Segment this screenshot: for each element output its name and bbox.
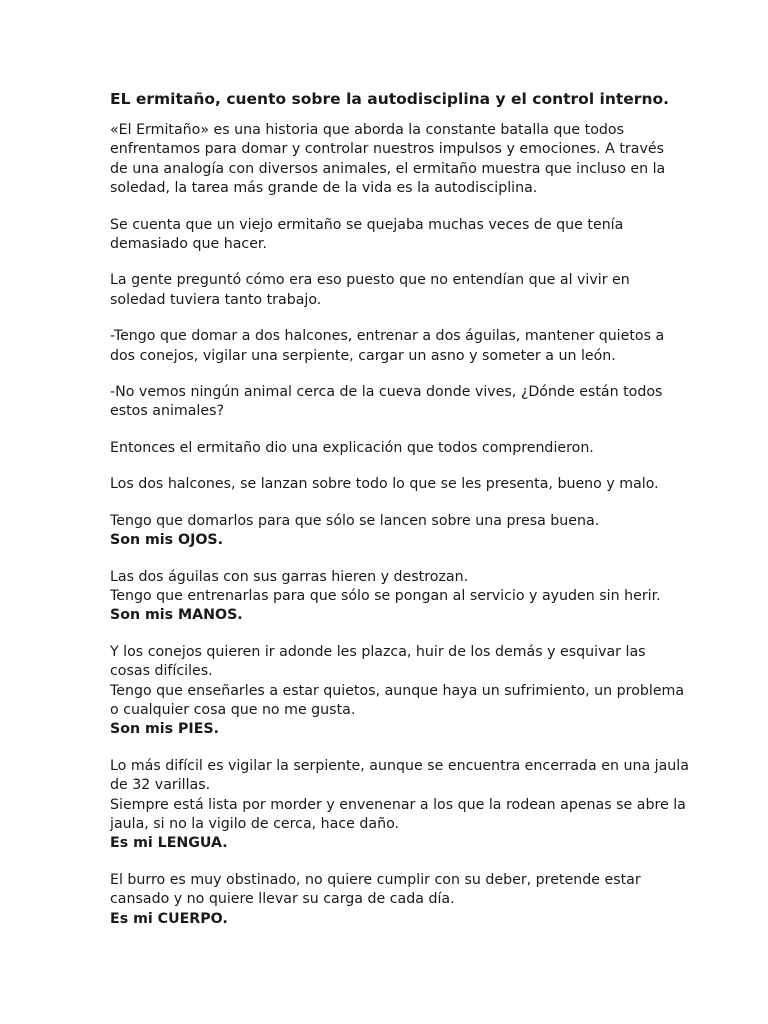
text-line: Y los conejos quieren ir adonde les plazca, huir de los demás y esquivar las <box>110 643 646 660</box>
text-line: de 32 varillas. <box>110 777 211 794</box>
text-line: demasiado que hacer. <box>110 236 267 253</box>
text-line: dos conejos, vigilar una serpiente, cargar un asno y someter a un león. <box>110 347 616 364</box>
text-line: -No vemos ningún animal cerca de la cueva donde vives, ¿Dónde están todos <box>110 384 663 401</box>
paragraph <box>110 271 670 310</box>
emphasis-line: Es mi LENGUA. <box>110 835 228 852</box>
paragraph <box>110 121 670 199</box>
emphasis-line: Son mis PIES. <box>110 721 220 738</box>
text-line: «El Ermitaño» es una historia que aborda la constante batalla que todos <box>110 122 624 138</box>
emphasis-line: Son mis OJOS. <box>110 532 224 549</box>
text-line: Tengo que domarlos para que sólo se lancen sobre una presa buena. <box>110 512 600 529</box>
text-line: de una analogía con diversos animales, el ermitaño muestra que incluso en la <box>110 160 666 177</box>
text-line: Siempre está lista por morder y envenenar a los que la rodean apenas se abre la <box>110 796 686 813</box>
text-line: Tengo que entrenarlas para que sólo se pongan al servicio y ayuden sin herir. <box>110 587 661 604</box>
text-line: cosas difíciles. <box>110 663 213 680</box>
paragraph <box>110 475 670 494</box>
text-line: -Tengo que domar a dos halcones, entrenar a dos águilas, mantener quietos a <box>110 328 665 345</box>
text-line: enfrentamos para domar y controlar nuestros impulsos y emociones. A través <box>110 141 664 158</box>
text-line: Se cuenta que un viejo ermitaño se quejaba muchas veces de que tenía <box>110 216 624 233</box>
text-line: soledad, la tarea más grande de la vida es la autodisciplina. <box>110 180 538 197</box>
paragraph <box>110 439 670 458</box>
emphasis-line: Es mi CUERPO. <box>110 910 228 927</box>
text-line: cansado y no quiere llevar su carga de cada día. <box>110 891 455 908</box>
text-line: soledad tuviera tanto trabajo. <box>110 291 322 308</box>
text-line: La gente preguntó cómo era eso puesto que no entendían que al vivir en <box>110 272 630 289</box>
text-line: estos animales? <box>110 403 224 420</box>
text-line: o cualquier cosa que no me gusta. <box>110 701 356 718</box>
text-line: El burro es muy obstinado, no quiere cumplir con su deber, pretende estar <box>110 871 641 888</box>
paragraph <box>110 383 670 422</box>
text-line: Las dos águilas con sus garras hieren y destrozan. <box>110 568 469 585</box>
text-line: jaula, si no la vigilo de cerca, hace daño. <box>110 815 400 832</box>
paragraph <box>110 216 670 255</box>
text-line: Lo más difícil es vigilar la serpiente, aunque se encuentra encerrada en una jaula <box>110 757 689 774</box>
text-line: Entonces el ermitaño dio una explicación que todos comprendieron. <box>110 439 594 456</box>
text-line: Los dos halcones, se lanzan sobre todo lo que se les presenta, bueno y malo. <box>110 476 659 493</box>
document-title: EL ermitaño, cuento sobre la autodisciplina y el control interno. <box>110 90 670 108</box>
document-page <box>110 88 689 946</box>
paragraph <box>110 757 689 854</box>
paragraph <box>110 643 685 740</box>
paragraph <box>110 568 670 626</box>
paragraph <box>110 871 670 929</box>
emphasis-line: Son mis MANOS. <box>110 607 243 624</box>
text-line: Tengo que enseñarles a estar quietos, aunque haya un sufrimiento, un problema <box>110 682 685 699</box>
document-body <box>110 121 689 929</box>
paragraph <box>110 512 670 551</box>
paragraph <box>110 327 670 366</box>
